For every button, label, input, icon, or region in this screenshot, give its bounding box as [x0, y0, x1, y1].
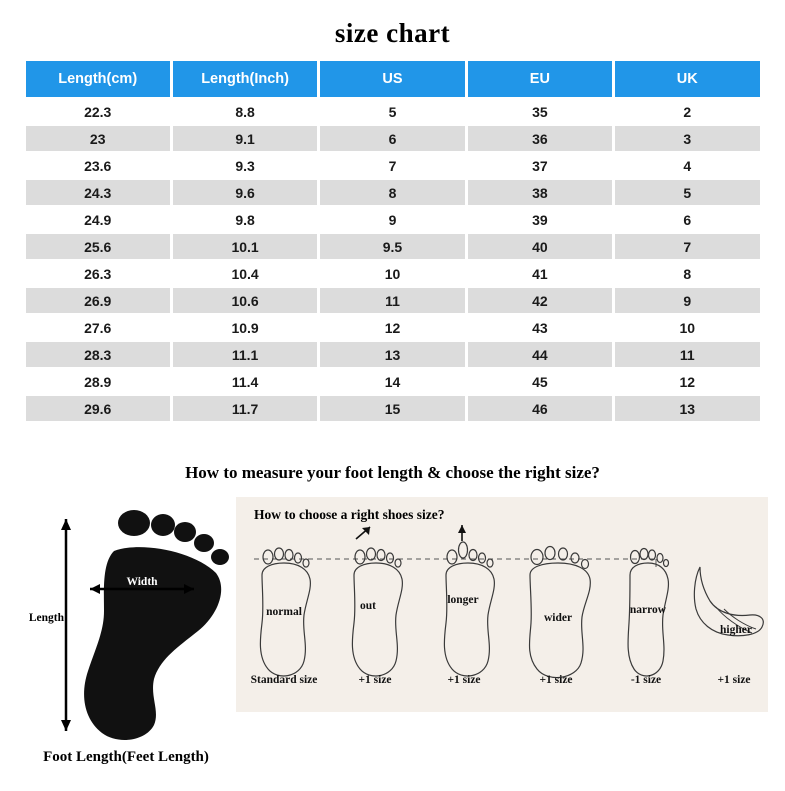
cell-length-inch: 11.1 [173, 342, 317, 367]
cell-uk: 12 [615, 369, 759, 394]
cell-length-inch: 10.1 [173, 234, 317, 259]
cell-uk: 3 [615, 126, 759, 151]
cell-us: 8 [320, 180, 464, 205]
cell-us: 10 [320, 261, 464, 286]
cell-us: 9 [320, 207, 464, 232]
width-label: Width [126, 576, 158, 588]
cell-uk: 7 [615, 234, 759, 259]
measure-heading: How to measure your foot length & choose the right size? [185, 463, 600, 482]
foot-bottom-label-standard: Standard size [250, 674, 318, 686]
cell-eu: 41 [468, 261, 612, 286]
cell-length-cm: 28.3 [26, 342, 170, 367]
cell-length-cm: 28.9 [26, 369, 170, 394]
cell-uk: 9 [615, 288, 759, 313]
cell-length-cm: 29.6 [26, 396, 170, 421]
table-row [26, 126, 760, 151]
column-header-uk: UK [615, 61, 759, 97]
cell-eu: 36 [468, 126, 612, 151]
cell-eu: 38 [468, 180, 612, 205]
guide-heading: How to choose a right shoes size? [254, 507, 445, 522]
foot-top-label-wider: wider [543, 612, 573, 624]
cell-us: 5 [320, 99, 464, 124]
foot-outline-graphic [18, 499, 234, 749]
foot-diagram-caption: Foot Length(Feet Length) [43, 749, 209, 765]
cell-length-inch: 10.4 [173, 261, 317, 286]
cell-uk: 10 [615, 315, 759, 340]
cell-uk: 13 [615, 396, 759, 421]
cell-us: 13 [320, 342, 464, 367]
cell-length-cm: 24.3 [26, 180, 170, 205]
cell-us: 12 [320, 315, 464, 340]
cell-length-cm: 23.6 [26, 153, 170, 178]
table-row [26, 234, 760, 259]
cell-uk: 4 [615, 153, 759, 178]
cell-eu: 45 [468, 369, 612, 394]
cell-eu: 37 [468, 153, 612, 178]
foot-bottom-label-higher: +1 size [717, 674, 751, 686]
cell-uk: 5 [615, 180, 759, 205]
foot-bottom-label-out: +1 size [358, 674, 392, 686]
column-header-length-inch: Length(Inch) [173, 61, 317, 97]
cell-length-cm: 24.9 [26, 207, 170, 232]
cell-length-inch: 11.7 [173, 396, 317, 421]
cell-us: 6 [320, 126, 464, 151]
measure-section [0, 491, 785, 791]
foot-diagram [18, 499, 234, 779]
length-label: Length [28, 612, 64, 624]
cell-eu: 42 [468, 288, 612, 313]
cell-length-inch: 10.9 [173, 315, 317, 340]
cell-eu: 43 [468, 315, 612, 340]
cell-us: 9.5 [320, 234, 464, 259]
cell-length-cm: 26.9 [26, 288, 170, 313]
shoe-size-guide-panel [236, 497, 768, 712]
cell-length-inch: 10.6 [173, 288, 317, 313]
cell-length-inch: 9.1 [173, 126, 317, 151]
cell-eu: 39 [468, 207, 612, 232]
size-chart-table [23, 59, 763, 423]
table-row [26, 180, 760, 205]
cell-eu: 44 [468, 342, 612, 367]
cell-us: 11 [320, 288, 464, 313]
cell-length-inch: 8.8 [173, 99, 317, 124]
column-header-eu: EU [468, 61, 612, 97]
table-row [26, 342, 760, 367]
foot-top-label-out: out [360, 600, 376, 612]
cell-eu: 46 [468, 396, 612, 421]
cell-us: 14 [320, 369, 464, 394]
cell-length-cm: 27.6 [26, 315, 170, 340]
cell-length-inch: 11.4 [173, 369, 317, 394]
cell-uk: 6 [615, 207, 759, 232]
table-row [26, 396, 760, 421]
column-header-us: US [320, 61, 464, 97]
guide-graphic [236, 497, 768, 712]
cell-uk: 11 [615, 342, 759, 367]
cell-uk: 2 [615, 99, 759, 124]
foot-top-label-normal: normal [266, 606, 302, 618]
table-row [26, 207, 760, 232]
foot-top-label-narrow: narrow [629, 604, 667, 616]
cell-length-inch: 9.3 [173, 153, 317, 178]
cell-length-cm: 25.6 [26, 234, 170, 259]
table-row [26, 261, 760, 286]
cell-length-cm: 22.3 [26, 99, 170, 124]
table-row [26, 153, 760, 178]
cell-eu: 35 [468, 99, 612, 124]
page-title: size chart [334, 18, 451, 48]
table-row [26, 288, 760, 313]
cell-length-inch: 9.8 [173, 207, 317, 232]
table-header-row [26, 61, 760, 97]
cell-length-cm: 26.3 [26, 261, 170, 286]
cell-uk: 8 [615, 261, 759, 286]
cell-eu: 40 [468, 234, 612, 259]
cell-length-inch: 9.6 [173, 180, 317, 205]
foot-top-label-higher: higher [720, 624, 752, 636]
foot-bottom-label-narrow: -1 size [630, 674, 662, 686]
foot-bottom-label-longer: +1 size [447, 674, 481, 686]
cell-length-cm: 23 [26, 126, 170, 151]
table-row [26, 99, 760, 124]
cell-us: 7 [320, 153, 464, 178]
foot-top-label-longer: longer [447, 594, 479, 606]
table-row [26, 315, 760, 340]
column-header-length-cm: Length(cm) [26, 61, 170, 97]
cell-us: 15 [320, 396, 464, 421]
table-row [26, 369, 760, 394]
foot-bottom-label-wider: +1 size [539, 674, 573, 686]
